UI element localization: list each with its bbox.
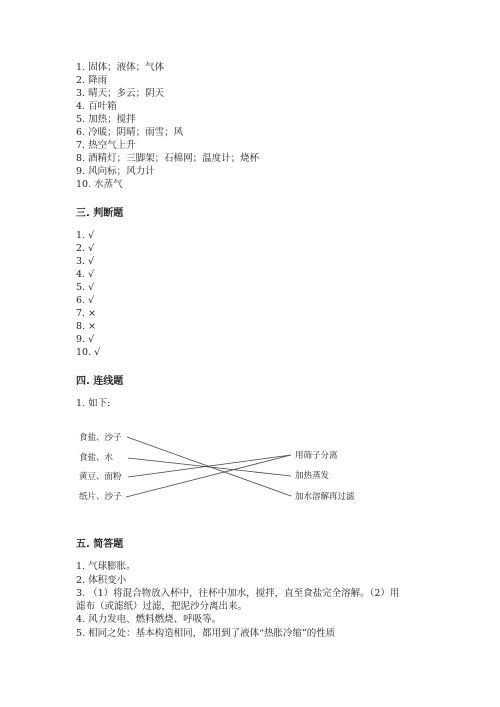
- answer-line: 2. 降雨: [76, 75, 108, 86]
- answer-line: 1. 气球膨胀。: [76, 561, 136, 572]
- answer-line: 10. √: [76, 347, 101, 358]
- answer-line: 3. 晴天；多云；阴天: [76, 88, 165, 99]
- answer-line: 10. 水蒸气: [76, 179, 123, 190]
- answer-line: 2. 体积变小: [76, 575, 127, 586]
- answer-line: 5. √: [76, 282, 95, 293]
- connector-line: [126, 455, 291, 497]
- matching-intro: 1. 如下:: [76, 398, 111, 409]
- answer-line: 4. 百叶箱: [76, 101, 117, 112]
- connector-line: [127, 437, 291, 496]
- answer-line: 7. ×: [76, 308, 97, 319]
- answer-line: 6. 冷暖；阴晴；雨雪；风: [76, 127, 184, 138]
- answer-line: 6. √: [76, 295, 95, 306]
- answer-line: 5. 加热；搅拌: [76, 114, 136, 125]
- answer-line: 滤布（或滤纸）过滤，把泥沙分离出来。: [76, 601, 248, 612]
- match-right-item: 用筛子分离: [295, 451, 338, 461]
- match-right-item: 加热蒸发: [295, 471, 330, 481]
- answer-line: 5. 相同之处：基本构造相同，都用到了液体“热胀冷缩”的性质: [76, 628, 336, 639]
- answer-line: 2. √: [76, 243, 95, 254]
- answer-line: 4. √: [76, 269, 95, 280]
- section-heading-matching: 四. 连线题: [76, 376, 124, 387]
- answer-line: 9. √: [76, 334, 95, 345]
- match-left-item: 食盐、沙子: [79, 433, 122, 443]
- match-right-item: 加水溶解再过滤: [295, 492, 355, 502]
- answer-line: 9. 风向标；风力计: [76, 166, 155, 177]
- answer-line: 4. 风力发电、燃料燃烧、呼吸等。: [76, 614, 222, 625]
- match-left-item: 食盐、水: [79, 453, 114, 463]
- match-left-item: 纸片、沙子: [79, 492, 122, 502]
- answer-line: 1. √: [76, 230, 95, 241]
- match-left-item: 黄豆、面粉: [79, 472, 122, 482]
- section-heading-short-answer: 五. 简答题: [76, 539, 124, 550]
- answer-line: 3. （1）将混合物放入杯中，往杯中加水，搅拌，直至食盐完全溶解。（2）用: [76, 588, 400, 599]
- answer-line: 3. √: [76, 256, 95, 267]
- answer-line: 8. ×: [76, 321, 97, 332]
- section-heading-judgement: 三. 判断题: [76, 208, 124, 219]
- answer-line: 8. 酒精灯；三脚架；石棉网；温度计；烧杯: [76, 153, 260, 164]
- answer-line: 1. 固体；液体；气体: [76, 62, 165, 73]
- answer-line: 7. 热空气上升: [76, 140, 136, 151]
